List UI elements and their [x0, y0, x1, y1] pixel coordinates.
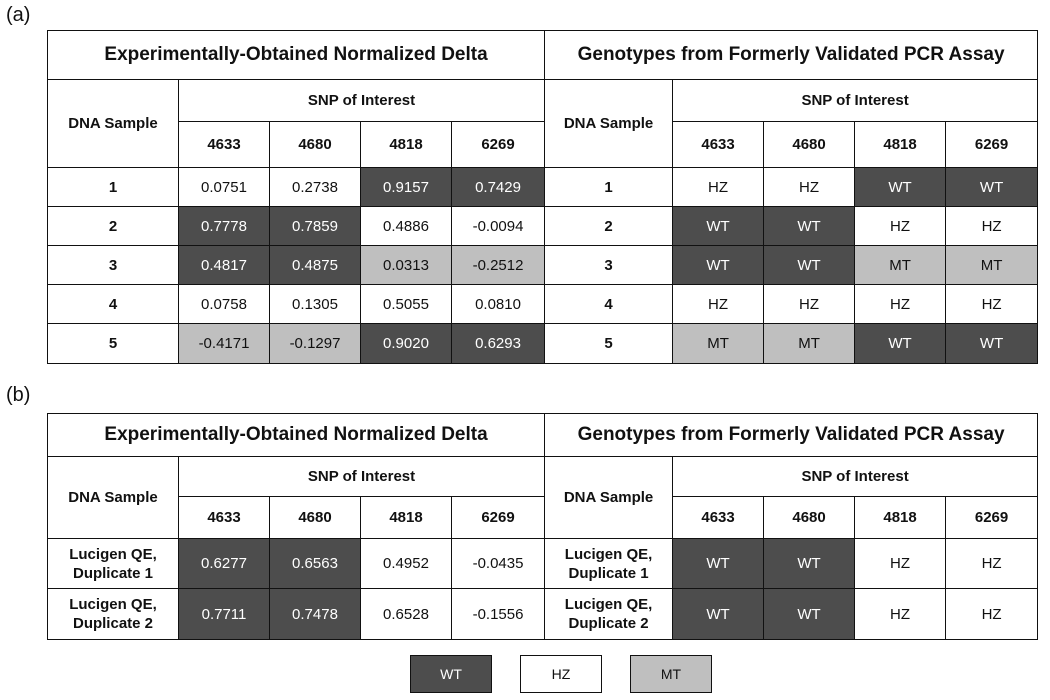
delta-cell: 0.6293: [452, 324, 545, 364]
panel-b-left-snp-header: SNP of Interest: [179, 457, 545, 497]
sample-label: [545, 539, 673, 589]
snp-col-header: 4680: [764, 122, 855, 168]
table-row: [48, 324, 1038, 364]
delta-cell: 0.0810: [452, 285, 545, 324]
genotype-cell: HZ: [673, 285, 764, 324]
sample-label-line2: Duplicate 2: [72, 615, 154, 632]
panel-a-right-snp-header: SNP of Interest: [673, 80, 1038, 122]
snp-col-header: 6269: [946, 497, 1038, 539]
delta-cell: -0.2512: [452, 246, 545, 285]
genotype-cell: HZ: [855, 285, 946, 324]
delta-cell: 0.0313: [361, 246, 452, 285]
delta-cell: -0.4171: [179, 324, 270, 364]
panel-b-table: [47, 413, 1038, 640]
sample-label-line2: Duplicate 2: [568, 615, 649, 632]
delta-cell: 0.1305: [270, 285, 361, 324]
snp-col-header: 4633: [179, 122, 270, 168]
table-row: [48, 589, 1038, 640]
snp-col-header: 6269: [452, 497, 545, 539]
delta-cell: 0.4817: [179, 246, 270, 285]
genotype-cell: WT: [764, 539, 855, 589]
genotype-cell: MT: [855, 246, 946, 285]
sample-label: [545, 589, 673, 640]
sample-label: 1: [545, 168, 673, 207]
genotype-cell: WT: [855, 324, 946, 364]
genotype-cell: HZ: [764, 168, 855, 207]
panel-a-right-sample-header: DNA Sample: [545, 80, 673, 168]
panel-a-left-sample-header: DNA Sample: [48, 80, 179, 168]
snp-col-header: 4633: [673, 497, 764, 539]
delta-cell: 0.7711: [179, 589, 270, 640]
delta-cell: 0.9020: [361, 324, 452, 364]
sample-label: 1: [48, 168, 179, 207]
genotype-cell: WT: [764, 589, 855, 640]
table-row: [48, 539, 1038, 589]
delta-cell: -0.0094: [452, 207, 545, 246]
panel-b-right-snp-header: SNP of Interest: [673, 457, 1038, 497]
delta-cell: 0.6528: [361, 589, 452, 640]
sample-label-line1: Lucigen QE,: [69, 596, 157, 613]
panel-b-right-sample-header: DNA Sample: [545, 457, 673, 539]
delta-cell: 0.7478: [270, 589, 361, 640]
snp-col-header: 4633: [179, 497, 270, 539]
panel-b-label: (b): [6, 384, 31, 406]
genotype-cell: WT: [764, 207, 855, 246]
table-row: [48, 246, 1038, 285]
delta-cell: 0.7859: [270, 207, 361, 246]
genotype-cell: WT: [673, 589, 764, 640]
genotype-cell: HZ: [946, 589, 1038, 640]
snp-col-header: 4633: [673, 122, 764, 168]
delta-cell: -0.1556: [452, 589, 545, 640]
sample-label-line1: Lucigen QE,: [564, 596, 653, 613]
sample-label: 5: [545, 324, 673, 364]
sample-label: 2: [545, 207, 673, 246]
genotype-cell: WT: [855, 168, 946, 207]
sample-label: 4: [545, 285, 673, 324]
legend-mt: MT: [630, 655, 712, 693]
delta-cell: 0.0751: [179, 168, 270, 207]
sample-label: 3: [48, 246, 179, 285]
sample-label-line1: Lucigen QE,: [69, 545, 157, 563]
genotype-cell: WT: [673, 246, 764, 285]
panel-a-left-title: Experimentally-Obtained Normalized Delta: [48, 31, 545, 80]
table-row: [48, 168, 1038, 207]
sample-label: 3: [545, 246, 673, 285]
snp-col-header: 4818: [855, 122, 946, 168]
sample-label: [48, 589, 179, 640]
genotype-cell: HZ: [764, 285, 855, 324]
genotype-cell: WT: [946, 168, 1038, 207]
sample-label: 2: [48, 207, 179, 246]
delta-cell: 0.9157: [361, 168, 452, 207]
sample-label: [48, 539, 179, 589]
snp-col-header: 4818: [361, 497, 452, 539]
genotype-cell: MT: [764, 324, 855, 364]
delta-cell: -0.1297: [270, 324, 361, 364]
snp-col-header: 6269: [452, 122, 545, 168]
snp-col-header: 4680: [764, 497, 855, 539]
genotype-cell: HZ: [855, 539, 946, 589]
delta-cell: -0.0435: [452, 539, 545, 589]
genotype-cell: HZ: [946, 539, 1038, 589]
delta-cell: 0.0758: [179, 285, 270, 324]
genotype-cell: HZ: [855, 589, 946, 640]
sample-label-line2: Duplicate 1: [568, 564, 649, 582]
genotype-cell: HZ: [946, 285, 1038, 324]
snp-col-header: 4818: [855, 497, 946, 539]
panel-a-label: (a): [6, 4, 31, 26]
genotype-cell: WT: [764, 246, 855, 285]
genotype-cell: WT: [946, 324, 1038, 364]
delta-cell: 0.7429: [452, 168, 545, 207]
sample-label: 4: [48, 285, 179, 324]
snp-col-header: 4818: [361, 122, 452, 168]
table-row: [48, 207, 1038, 246]
genotype-cell: HZ: [673, 168, 764, 207]
panel-a-table: [47, 30, 1038, 364]
panel-b-right-title: Genotypes from Formerly Validated PCR Assay: [545, 414, 1038, 457]
delta-cell: 0.5055: [361, 285, 452, 324]
delta-cell: 0.4886: [361, 207, 452, 246]
panel-a-left-snp-header: SNP of Interest: [179, 80, 545, 122]
sample-label: 5: [48, 324, 179, 364]
panel-b-left-title: Experimentally-Obtained Normalized Delta: [48, 414, 545, 457]
genotype-cell: MT: [946, 246, 1038, 285]
delta-cell: 0.2738: [270, 168, 361, 207]
genotype-cell: WT: [673, 207, 764, 246]
panel-a-right-title: Genotypes from Formerly Validated PCR Assay: [545, 31, 1038, 80]
table-row: [48, 285, 1038, 324]
snp-col-header: 4680: [270, 497, 361, 539]
legend-hz: HZ: [520, 655, 602, 693]
sample-label-line1: Lucigen QE,: [564, 545, 653, 563]
delta-cell: 0.4875: [270, 246, 361, 285]
snp-col-header: 4680: [270, 122, 361, 168]
panel-b-left-sample-header: DNA Sample: [48, 457, 179, 539]
legend-wt: WT: [410, 655, 492, 693]
genotype-cell: HZ: [855, 207, 946, 246]
delta-cell: 0.6277: [179, 539, 270, 589]
delta-cell: 0.7778: [179, 207, 270, 246]
genotype-cell: HZ: [946, 207, 1038, 246]
snp-col-header: 6269: [946, 122, 1038, 168]
genotype-cell: MT: [673, 324, 764, 364]
delta-cell: 0.4952: [361, 539, 452, 589]
delta-cell: 0.6563: [270, 539, 361, 589]
genotype-cell: WT: [673, 539, 764, 589]
sample-label-line2: Duplicate 1: [72, 564, 154, 582]
